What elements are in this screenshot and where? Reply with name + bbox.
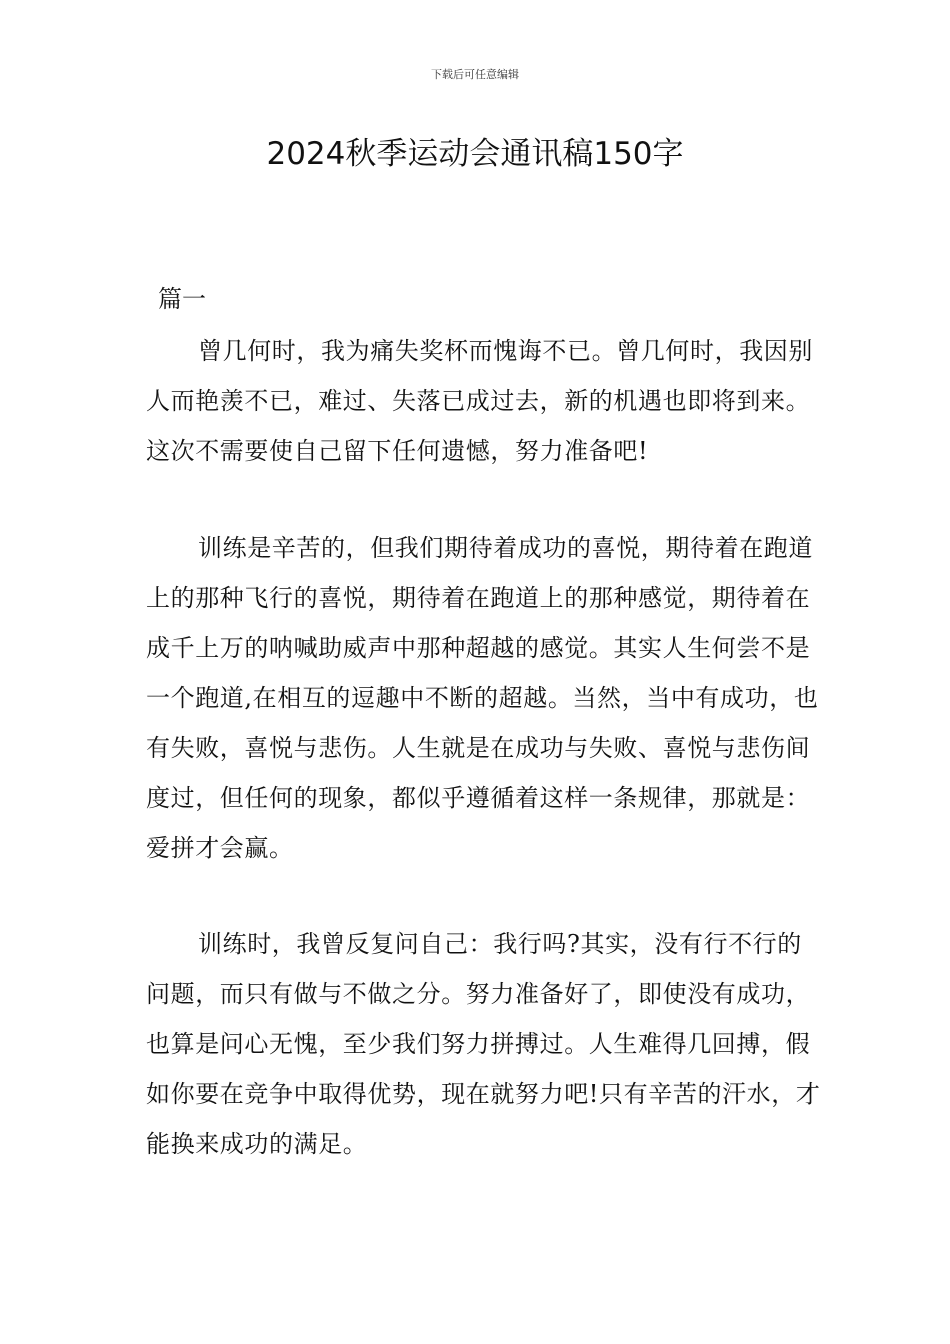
paragraph-2: 训练是辛苦的，但我们期待着成功的喜悦，期待着在跑道上的那种飞行的喜悦，期待着在跑道上的那种感觉，期待着在成千上万的呐喊助威声中那种超越的感觉。其实人生何尝不是一个跑道,在相互的逗趣中不断的超越。当然，当中有成功，也有失败，喜悦与悲伤。人生就是在成功与失败、喜悦与悲伤间度过，但任何的现象，都似乎遵循着这样一条规律，那就是：爱拼才会赢。	[146, 534, 819, 862]
header-note: 下载后可任意编辑	[431, 68, 519, 81]
document-title: 2024秋季运动会通讯稿150字	[266, 136, 684, 172]
paragraph-3: 训练时，我曾反复问自己：我行吗?其实，没有行不行的问题，而只有做与不做之分。努力准备好了，即使没有成功，也算是问心无愧，至少我们努力拼搏过。人生难得几回搏，假如你要在竞争中取得优势，现在就努力吧!只有辛苦的汗水，才能换来成功的满足。	[146, 930, 821, 1158]
section-label: 篇一	[158, 285, 206, 313]
paragraph-1: 曾几何时，我为痛失奖杯而愧诲不已。曾几何时，我因别人而艳羡不已，难过、失落已成过去，新的机遇也即将到来。这次不需要使自己留下任何遗憾，努力准备吧!	[146, 337, 813, 465]
